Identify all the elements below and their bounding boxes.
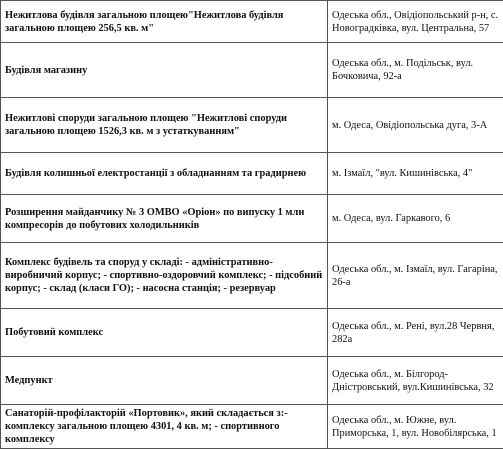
address-cell: Одеська обл., м. Рені, вул.28 Червня, 282а (328, 309, 503, 357)
object-name-cell: Санаторій-профілакторій «Портовик», який складається з:- комплексу загальною площею 4301, 4 кв. м; - спортивного комплексу (1, 405, 328, 449)
address-cell: м. Ізмаїл, "вул. Кишинівська, 4" (328, 153, 503, 195)
address-cell: Одеська обл., м. Білгород-Дністровський, вул.Кишинівська, 32 (328, 357, 503, 405)
table-row (1, 195, 503, 243)
object-name-cell: Медпункт (1, 357, 328, 405)
table-row (1, 309, 503, 357)
object-name-cell: Побутовий комплекс (1, 309, 328, 357)
address-cell: м. Одеса, вул. Гаркавого, 6 (328, 195, 503, 243)
address-cell: м. Одеса, Овідіопольська дуга, 3-А (328, 98, 503, 153)
address-cell: Одеська обл., м. Южне, вул. Приморська, 1, вул. Новобілярська, 1 (328, 405, 503, 449)
object-name-cell: Будівля магазину (1, 43, 328, 98)
address-cell: Одеська обл., Овідіопольський р-н, с. Новоградківка, вул. Центральна, 57 (328, 1, 503, 43)
address-cell: Одеська обл., м. Ізмаїл, вул. Гагаріна, 26-а (328, 243, 503, 309)
object-name-cell: Розширення майданчику № 3 ОМВО «Оріон» по випуску 1 млн компресорів до побутових холодильників (1, 195, 328, 243)
object-name-cell: Нежитлові споруди загальною площею "Нежитлові споруди загальною площею 1526,3 кв. м з устаткуванням" (1, 98, 328, 153)
table-row (1, 243, 503, 309)
table-row (1, 98, 503, 153)
table-row (1, 43, 503, 98)
address-cell: Одеська обл., м. Подільськ, вул. Бочковича, 92-а (328, 43, 503, 98)
object-name-cell: Будівля колишньої електростанції з обладнанням та градирнею (1, 153, 328, 195)
table-row (1, 153, 503, 195)
object-name-cell: Нежитлова будівля загальною площею"Нежитлова будівля загальною площею 256,5 кв. м" (1, 1, 328, 43)
table-row (1, 1, 503, 43)
table-row (1, 405, 503, 449)
object-name-cell: Комплекс будівель та споруд у складі: - адміністративно-виробничий корпус; - спортивно-оздоровчий комплекс; - підсобний корпус; - склад (класи ГО); - насосна станція; - резервуар (1, 243, 328, 309)
table-row (1, 357, 503, 405)
